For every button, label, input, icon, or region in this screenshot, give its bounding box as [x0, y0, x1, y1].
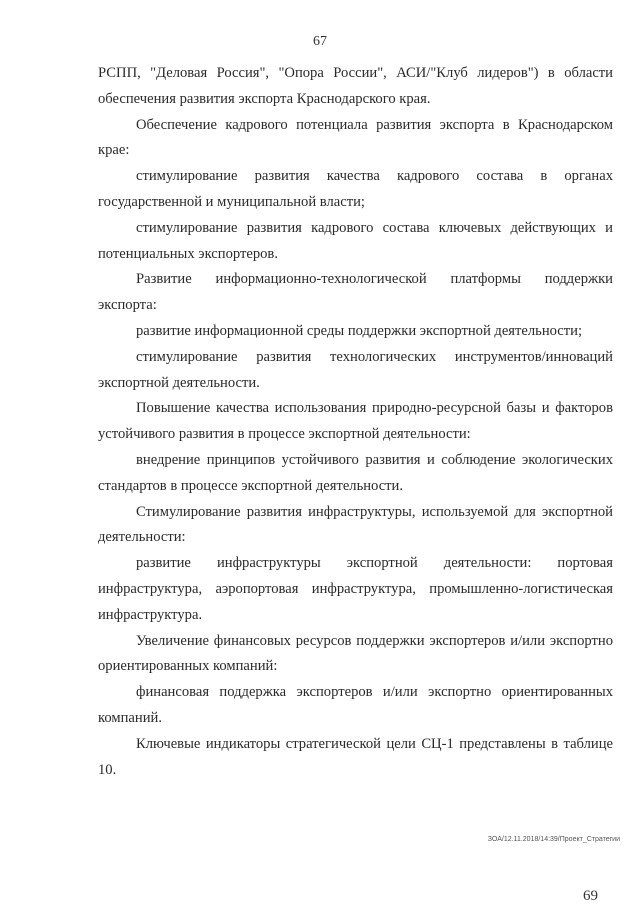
paragraph-8: Повышение качества использования природно-ресурсной базы и факторов устойчивого развития в процессе экспортной деятельности:: [98, 400, 613, 443]
paragraph-12: Увеличение финансовых ресурсов поддержки экспортеров и/или экспортно ориентированных компаний:: [98, 632, 613, 675]
paragraph-7: стимулирование развития технологических инструментов/инноваций экспортной деятельности.: [98, 348, 613, 391]
paragraph-6: развитие информационной среды поддержки экспортной деятельности;: [136, 322, 583, 339]
page-number: 67: [313, 34, 327, 49]
paragraph-9: внедрение принципов устойчивого развития и соблюдение экологических стандартов в процессе экспортной деятельности.: [98, 451, 613, 494]
paragraph-13: финансовая поддержка экспортеров и/или экспортно ориентированных компаний.: [98, 684, 613, 726]
paragraph-11: развитие инфраструктуры экспортной деятельности: портовая инфраструктура, аэропортовая инфраструктура, промышленно-логистическая инфраструктура.: [98, 555, 613, 623]
paragraph-4: стимулирование развития кадрового состава ключевых действующих и потенциальных экспортеров.: [98, 219, 613, 262]
footer-document-code: ЗОА/12.11.2018/14:39/Проект_Стратегии: [487, 836, 620, 843]
bottom-page-mark: 69: [583, 888, 598, 904]
paragraph-5: Развитие информационно-технологической платформы поддержки экспорта:: [98, 271, 613, 314]
paragraph-1: РСПП, "Деловая Россия", "Опора России", АСИ/"Клуб лидеров") в области обеспечения развития экспорта Краснодарского края.: [98, 65, 613, 107]
paragraph-14: Ключевые индикаторы стратегической цели СЦ-1 представлены в таблице 10.: [98, 735, 613, 778]
paragraph-10: Стимулирование развития инфраструктуры, используемой для экспортной деятельности:: [98, 503, 613, 546]
paragraph-2: Обеспечение кадрового потенциала развития экспорта в Краснодарском крае:: [98, 116, 613, 159]
document-body: [98, 61, 613, 783]
paragraph-3: стимулирование развития качества кадрового состава в органах государственной и муниципальной власти;: [98, 168, 613, 210]
